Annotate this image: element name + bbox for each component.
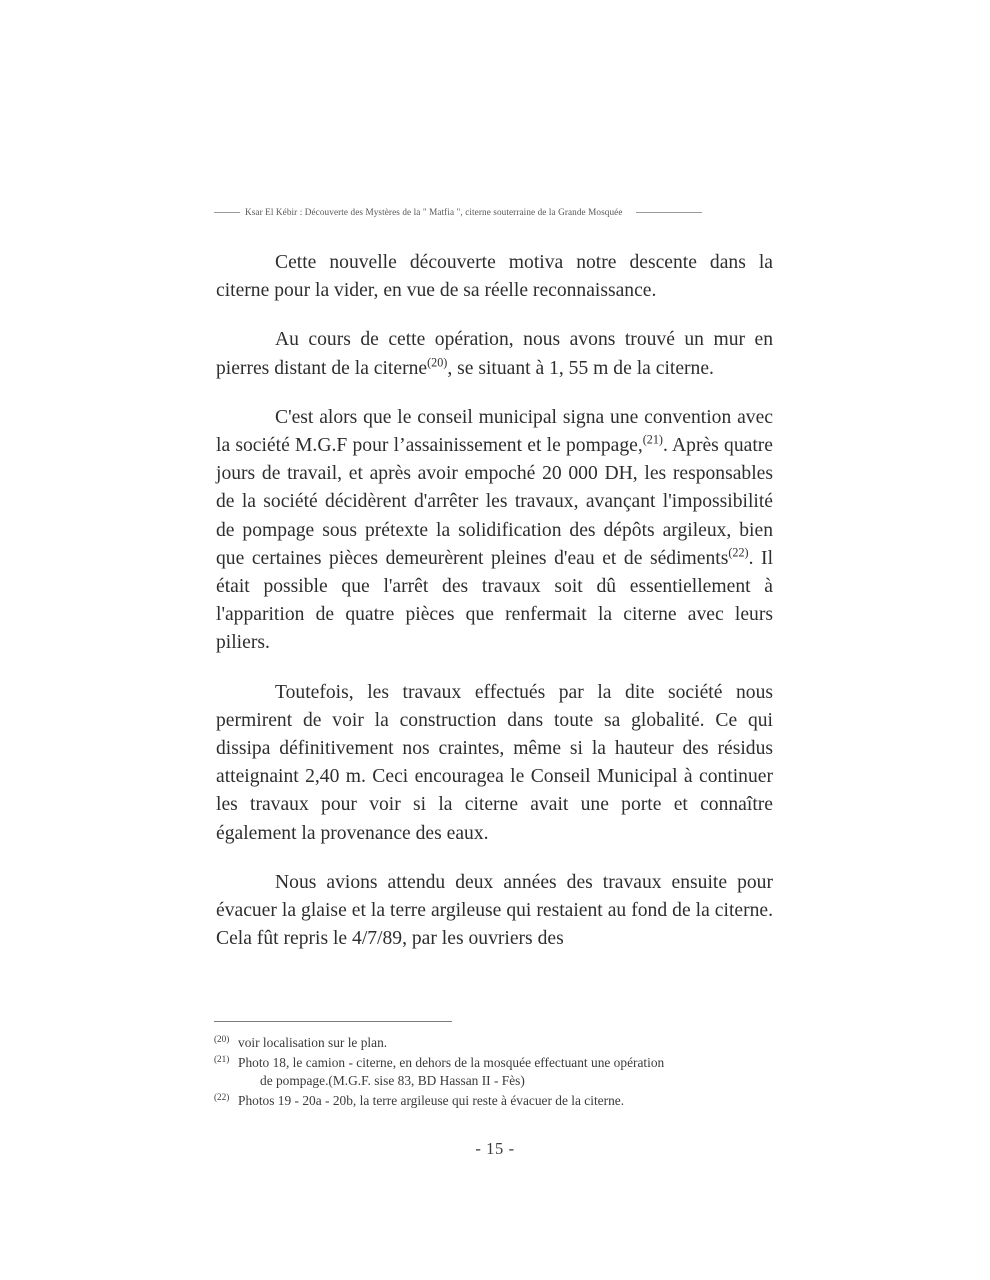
footnote-22 [214,1092,774,1111]
paragraph-2-text-before: Au cours de cette opération, nous avons trouvé un mur en pierres distant de la citerne [216,329,773,379]
page-number: - 15 - [475,1139,515,1158]
footnote-20-marker: (20) [214,1034,230,1044]
footnote-ref-22: (22) [728,545,749,560]
footnote-ref-21: (21) [642,432,663,447]
paragraph-3-text-after: . Il était possible que l'arrêt des travaux soit dû essentiellement à l'apparition de quatre pièces que renfermait la citerne avec leurs piliers. [216,547,774,654]
paragraph-3-text-middle: . Après quatre jours de travail, et après avoir empoché 20 000 DH, les responsables de la société décidèrent d'arrêter les travaux, avançant l'impossibilité de pompage sous prétexte la solidification des dépôts argileux, bien que certaines pièces demeurèrent pleines d'eau et de sédiments [216,435,773,569]
footnote-21-text [238,1054,774,1091]
header-rule-right [636,212,702,213]
body-text-column [216,249,773,953]
footnote-20 [214,1034,774,1053]
footnote-separator-rule [214,1021,452,1022]
footnote-21-line-1: Photo 18, le camion - citerne, en dehors de la mosquée effectuant une opération [238,1054,665,1070]
paragraph-3 [216,404,773,658]
running-header-text: Ksar El Kébir : Découverte des Mystères de la " Matfia ", citerne souterraine de la Grande Mosquée [245,207,623,217]
footnote-21-line-2: de pompage.(M.G.F. sise 83, BD Hassan II - Fès) [260,1073,525,1089]
paragraph-1 [216,249,773,305]
footnote-22-text: Photos 19 - 20a - 20b, la terre argileuse qui reste à évacuer de la citerne. [238,1092,625,1108]
footnote-ref-20: (20) [427,355,448,370]
paragraph-2-text-after: , se situant à 1, 55 m de la citerne. [447,357,714,379]
footnote-21 [214,1054,774,1091]
running-header [214,208,776,217]
paragraph-1-text: Cette nouvelle découverte motiva notre descente dans la citerne pour la vider, en vue de sa réelle reconnaissance. [216,252,773,302]
header-rule-left [214,212,240,213]
paragraph-5 [216,869,773,954]
paragraph-2 [216,326,773,382]
footnote-20-text: voir localisation sur le plan. [238,1035,388,1050]
paragraph-4-text: Toutefois, les travaux effectués par la dite société nous permirent de voir la construction dans toute sa globalité. Ce qui dissipa définitivement nos craintes, même si la hauteur des résidus atteignaint 2,40 m. Ceci encouragea le Conseil Municipal à continuer les travaux pour voir si la citerne avait une porte et connaître également la provenance des eaux. [216,681,773,844]
paragraph-5-text: Nous avions attendu deux années des travaux ensuite pour évacuer la glaise et la terre argileuse qui restaient au fond de la citerne. Cela fût repris le 4/7/89, par les ouvriers des [216,871,773,950]
paragraph-3-text-before: C'est alors que le conseil municipal signa une convention avec la société M.G.F pour l’assainissement et le pompage, [216,406,773,457]
paragraph-4 [216,679,773,848]
footnote-area [214,1021,774,1111]
footnote-22-marker: (22) [214,1091,230,1102]
footnote-21-marker: (21) [214,1053,230,1064]
